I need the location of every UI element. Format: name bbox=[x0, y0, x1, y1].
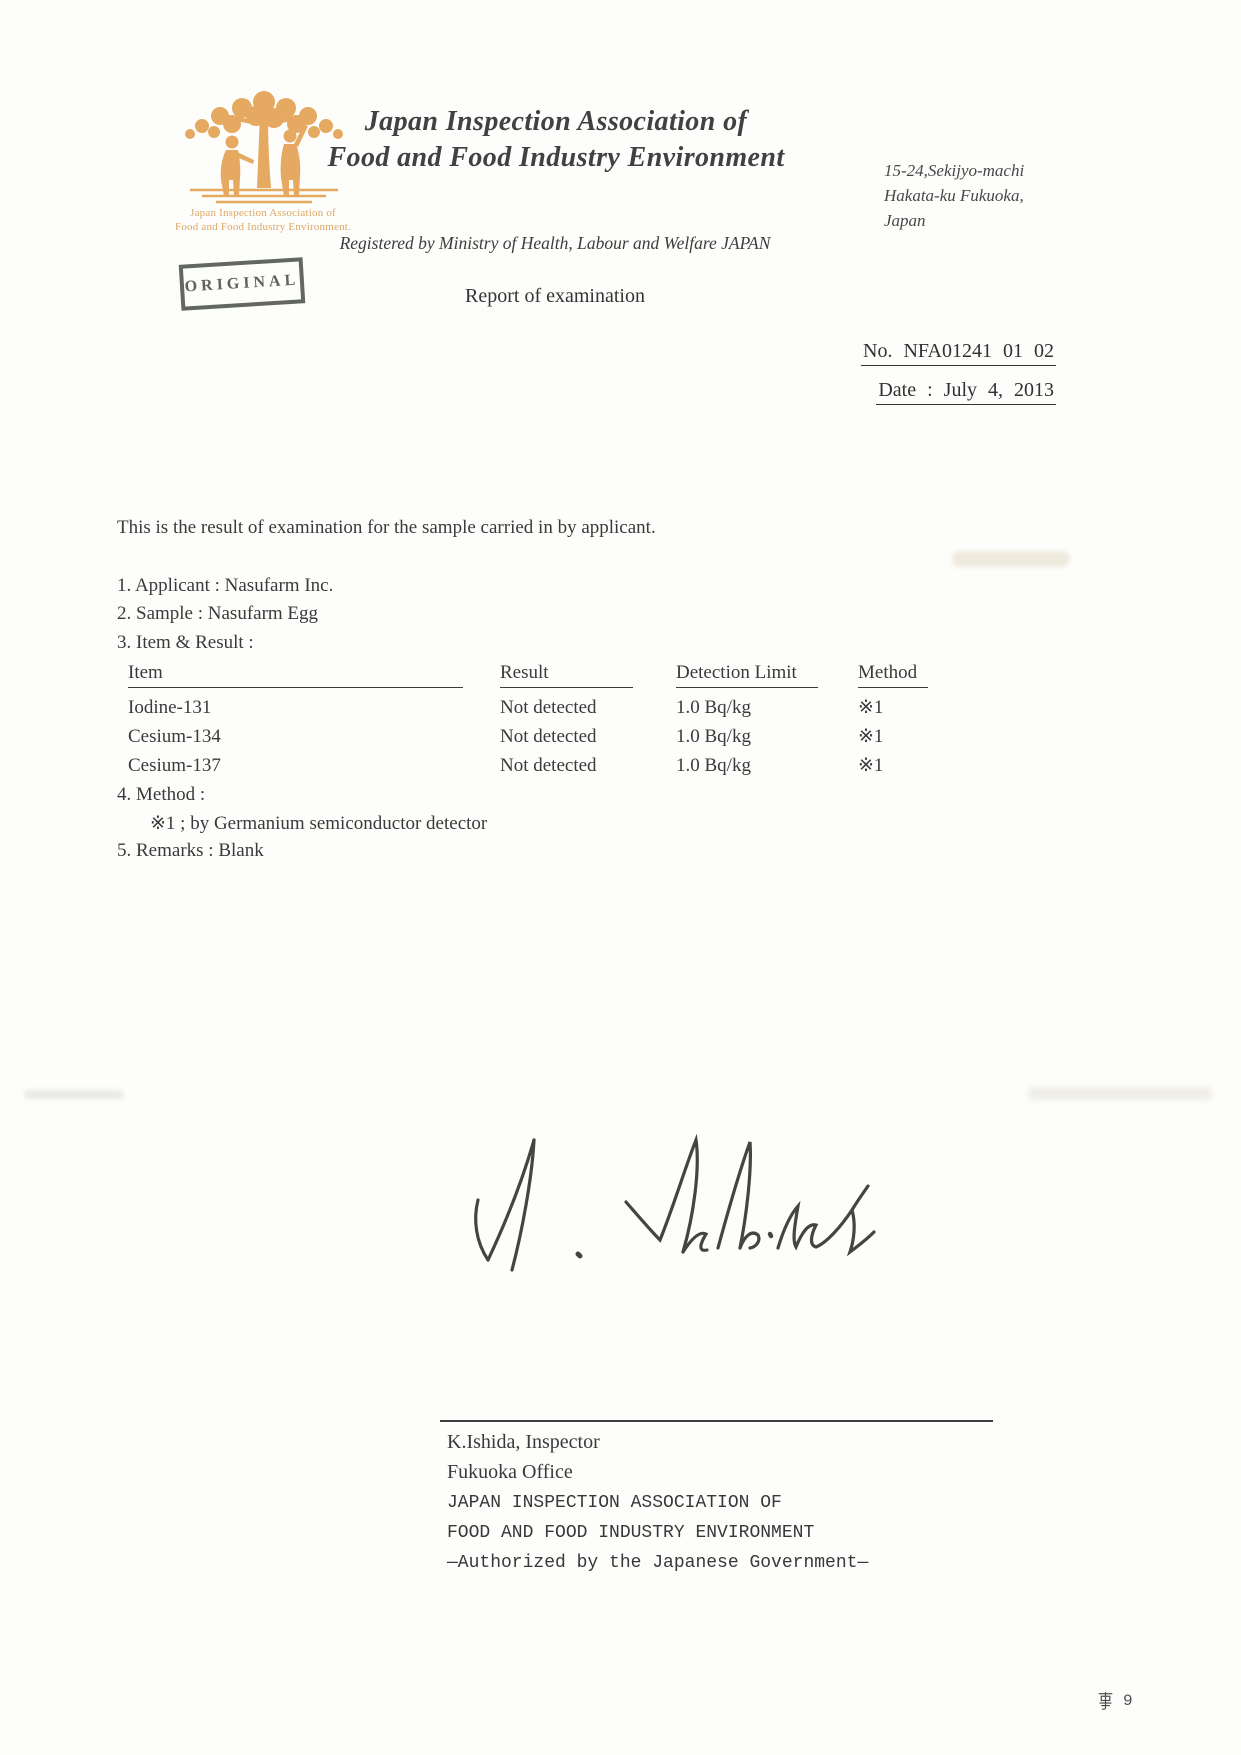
inspector-name: K.Ishida, Inspector bbox=[447, 1431, 600, 1453]
document-date bbox=[876, 379, 1056, 405]
cell-method: ※1 bbox=[858, 697, 884, 718]
organization-line2: FOOD AND FOOD INDUSTRY ENVIRONMENT bbox=[447, 1523, 815, 1543]
report-title: Report of examination bbox=[465, 285, 645, 307]
cell-result: Not detected bbox=[500, 754, 597, 776]
cell-method: ※1 bbox=[858, 754, 884, 776]
association-title bbox=[286, 104, 826, 176]
header-item: Item bbox=[128, 659, 500, 688]
hq-address bbox=[884, 158, 1104, 233]
remarks-line: 5. Remarks : Blank bbox=[117, 840, 264, 861]
table-row bbox=[128, 694, 948, 723]
intro-sentence: This is the result of examination for the sample carried in by applicant. bbox=[117, 517, 656, 538]
scan-smudge bbox=[952, 551, 1070, 567]
address-line3: Japan bbox=[884, 211, 926, 230]
cell-result: Not detected bbox=[500, 725, 597, 747]
cell-item: Iodine-131 bbox=[128, 697, 212, 718]
address-line1: 15-24,Sekijyo-machi bbox=[884, 161, 1025, 180]
document-date-text: Date : July 4, 2013 bbox=[876, 379, 1056, 405]
scan-smudge bbox=[24, 1090, 124, 1099]
table-row bbox=[128, 723, 948, 752]
document-number-text: No. NFA01241 01 02 bbox=[861, 340, 1056, 366]
cell-detection-limit: 1.0 Bq/kg bbox=[676, 725, 751, 747]
kanji-ji-icon bbox=[1097, 1691, 1114, 1710]
authorized-line: —Authorized by the Japanese Government— bbox=[447, 1553, 869, 1573]
cell-item: Cesium-134 bbox=[128, 725, 221, 747]
header-result: Result bbox=[500, 659, 676, 688]
registered-line: Registered by Ministry of Health, Labour and Welfare JAPAN bbox=[339, 233, 771, 253]
office-name: Fukuoka Office bbox=[447, 1461, 573, 1483]
logo-caption-line2: Food and Food Industry Environment. bbox=[175, 221, 351, 233]
association-title-line2: Food and Food Industry Environment bbox=[327, 142, 785, 173]
logo-caption-line1: Japan Inspection Association of bbox=[190, 207, 336, 219]
logo-caption bbox=[108, 206, 418, 234]
address-line2: Hakata-ku Fukuoka, bbox=[884, 186, 1024, 205]
signature-rule bbox=[440, 1420, 993, 1422]
method-note: ※1 ; by Germanium semiconductor detector bbox=[150, 813, 488, 834]
association-title-line1: Japan Inspection Association of bbox=[364, 106, 748, 137]
item-result-line: 3. Item & Result : bbox=[117, 632, 254, 653]
page-number: 9 bbox=[1123, 1691, 1133, 1710]
cell-method: ※1 bbox=[858, 725, 884, 747]
original-stamp: ORIGINAL bbox=[179, 257, 306, 310]
cell-result: Not detected bbox=[500, 697, 597, 718]
header-detection-limit: Detection Limit bbox=[676, 659, 858, 688]
header-method: Method bbox=[858, 659, 948, 688]
results-table-header bbox=[128, 659, 948, 688]
cell-item: Cesium-137 bbox=[128, 754, 221, 776]
page-marker bbox=[1097, 1691, 1133, 1710]
sample-line: 2. Sample : Nasufarm Egg bbox=[117, 603, 319, 624]
document-number bbox=[861, 340, 1056, 366]
scan-smudge bbox=[1028, 1087, 1213, 1100]
applicant-line: 1. Applicant : Nasufarm Inc. bbox=[117, 575, 334, 596]
handwritten-signature-icon bbox=[448, 1128, 878, 1298]
cell-detection-limit: 1.0 Bq/kg bbox=[676, 697, 751, 718]
organization-line1: JAPAN INSPECTION ASSOCIATION OF bbox=[447, 1493, 782, 1513]
table-row bbox=[128, 752, 948, 781]
method-line: 4. Method : bbox=[117, 784, 206, 805]
results-table bbox=[128, 659, 948, 780]
cell-detection-limit: 1.0 Bq/kg bbox=[676, 754, 751, 776]
